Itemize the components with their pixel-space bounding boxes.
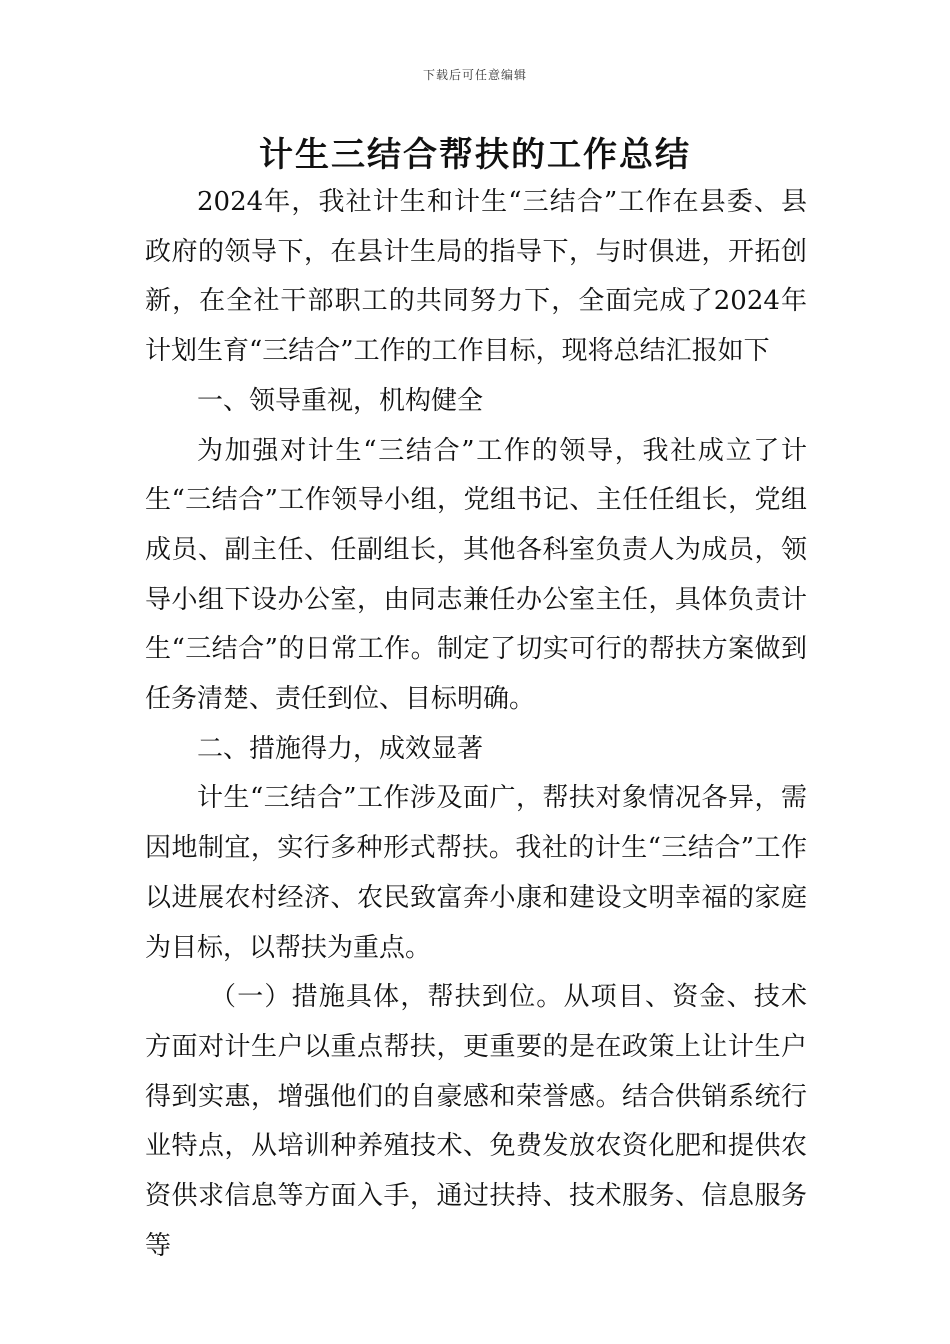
paragraph-subsection-1: （一）措施具体，帮扶到位。从项目、资金、技术方面对计生户以重点帮扶，更重要的是在政策上让计生户得到实惠，增强他们的自豪感和荣誉感。结合供销系统行业特点，从培训种养殖技术、免费发放农资化肥和提供农资供求信息等方面入手，通过扶持、技术服务、信息服务等 xyxy=(145,982,807,1261)
section-heading-2: 二、措施得力，成效显著 xyxy=(197,733,484,764)
paragraph-intro: 2024年，我社计生和计生“三结合”工作在县委、县政府的领导下，在县计生局的指导下，与时俱进，开拓创新，在全社干部职工的共同努力下，全面完成了2024年计划生育“三结合”工作的工作目标，现将总结汇报如下 xyxy=(145,187,807,367)
section-heading-1: 一、领导重视，机构健全 xyxy=(197,385,484,416)
paragraph-section-2: 计生“三结合”工作涉及面广，帮扶对象情况各异，需因地制宜，实行多种形式帮扶。我社的计生“三结合”工作以进展农村经济、农民致富奔小康和建设文明幸福的家庭为目标，以帮扶为重点。 xyxy=(145,783,807,963)
document-body xyxy=(145,178,807,1271)
header-note: 下载后可任意编辑 xyxy=(422,68,527,82)
document-title: 计生三结合帮扶的工作总结 xyxy=(259,135,691,175)
paragraph-section-1: 为加强对计生“三结合”工作的领导，我社成立了计生“三结合”工作领导小组，党组书记、主任任组长，党组成员、副主任、任副组长，其他各科室负责人为成员，领导小组下设办公室，由同志兼任办公室主任，具体负责计生“三结合”的日常工作。制定了切实可行的帮扶方案做到任务清楚、责任到位、目标明确。 xyxy=(145,435,807,715)
